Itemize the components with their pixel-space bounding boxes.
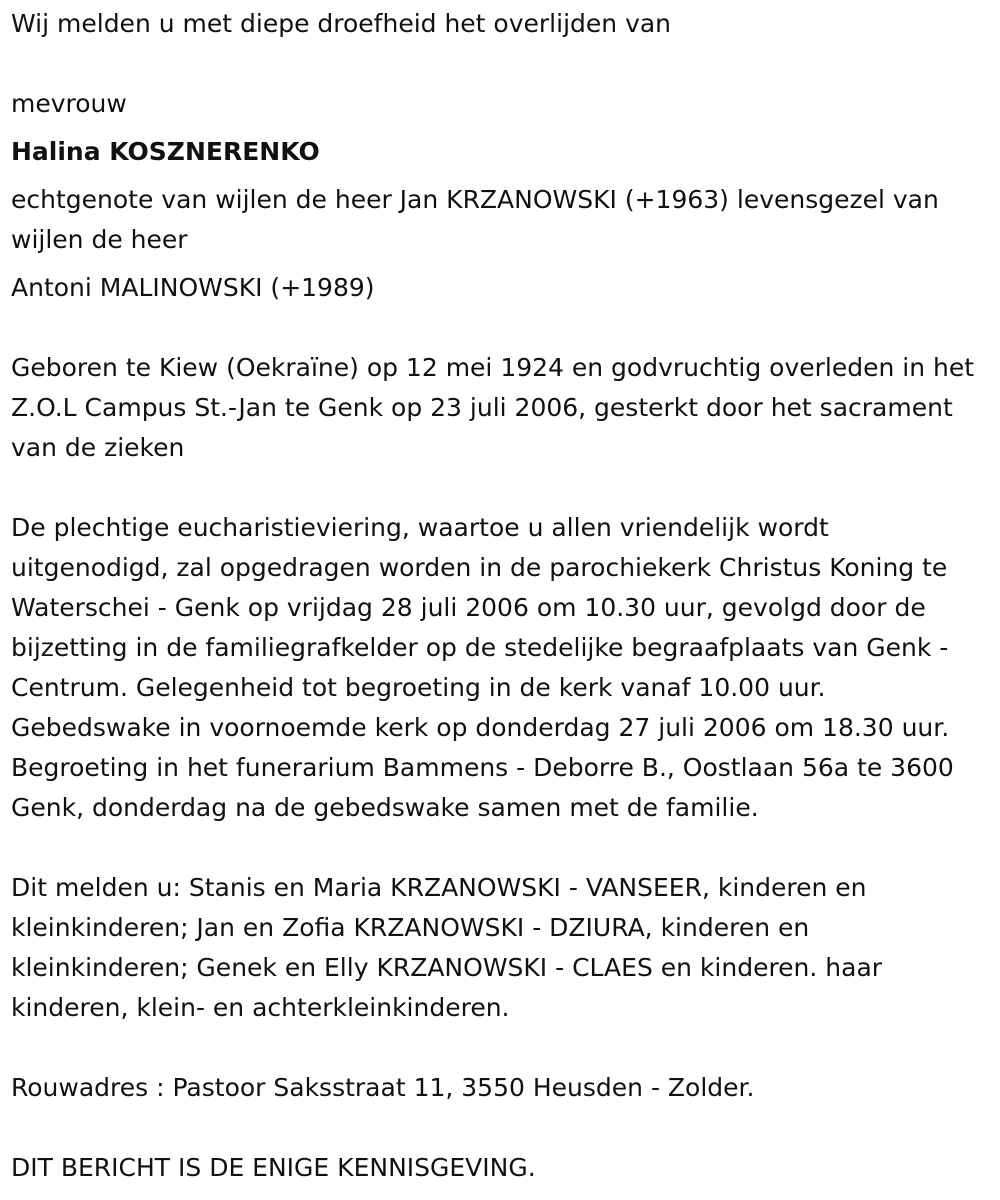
spacer — [11, 468, 986, 508]
spacer — [11, 124, 986, 132]
address-line: Rouwadres : Pastoor Saksstraat 11, 3550 Heusden - Zolder. — [11, 1073, 755, 1102]
spacer — [11, 260, 986, 268]
relation-line-2: Antoni MALINOWSKI (+1989) — [11, 273, 375, 302]
spacer — [11, 44, 986, 84]
notice-line: DIT BERICHT IS DE ENIGE KENNISGEVING. — [11, 1153, 536, 1182]
spacer — [11, 1028, 986, 1068]
family-paragraph: Dit melden u: Stanis en Maria KRZANOWSKI - VANSEER, kinderen en kleinkinderen; Jan en Zofia KRZANOWSKI - DZIURA, kinderen en kleinkinderen; Genek en Elly KRZANOWSKI - CLAES en kinderen. haar kinderen, klein- en achterkleinkinderen. — [11, 873, 883, 1022]
title-text: mevrouw — [11, 89, 127, 118]
spacer — [11, 1108, 986, 1148]
spacer — [11, 172, 986, 180]
ceremony-paragraph: De plechtige eucharistieviering, waartoe u allen vriendelijk wordt uitgenodigd, zal opgedragen worden in de parochiekerk Christus Koning te Waterschei - Genk op vrijdag 28 juli 2006 om 10.30 uur, gevolgd door de bijzetting in de familiegrafkelder op de stedelijke begraafplaats van Genk - Centrum. Gelegenheid tot begroeting in de kerk vanaf 10.00 uur. Gebedswake in voornoemde kerk op donderdag 27 juli 2006 om 18.30 uur. Begroeting in het funerarium Bammens - Deborre B., Oostlaan 56a te 3600 Genk, donderdag na de gebedswake samen met de familie. — [11, 513, 954, 822]
obituary-document — [11, 4, 986, 1188]
relation-line-1: echtgenote van wijlen de heer Jan KRZANOWSKI (+1963) levensgezel van wijlen de heer — [11, 185, 939, 254]
spacer — [11, 828, 986, 868]
deceased-name: Halina KOSZNERENKO — [11, 137, 320, 166]
birth-death-paragraph: Geboren te Kiew (Oekraïne) op 12 mei 1924 en godvruchtig overleden in het Z.O.L Campus St.-Jan te Genk op 23 juli 2006, gesterkt door het sacrament van de zieken — [11, 353, 975, 462]
spacer — [11, 308, 986, 348]
intro-text: Wij melden u met diepe droefheid het overlijden van — [11, 9, 672, 38]
